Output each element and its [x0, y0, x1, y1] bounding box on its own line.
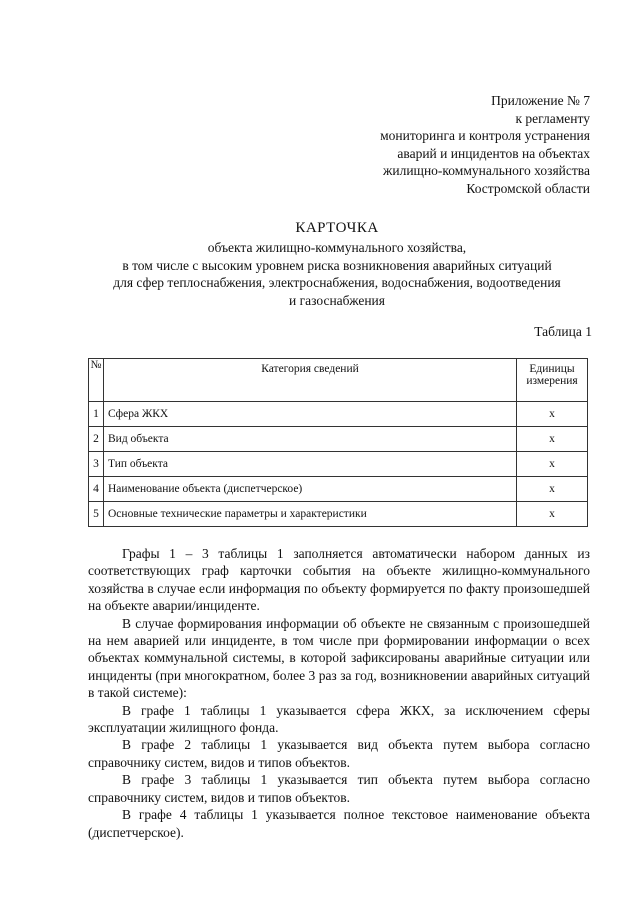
- row-unit: x: [517, 452, 588, 477]
- info-table: [88, 358, 588, 527]
- paragraph: В графе 4 таблицы 1 указывается полное текстовое наименование объекта (диспетчерское).: [88, 807, 590, 840]
- row-unit: x: [517, 402, 588, 427]
- header-unit-line1: Единицы: [529, 363, 575, 375]
- title-main: КАРТОЧКА: [295, 220, 379, 236]
- annex-line: мониторинга и контроля устранения: [380, 128, 590, 143]
- body-text: [88, 545, 590, 841]
- row-unit: x: [517, 502, 588, 527]
- annex-line: Приложение № 7: [491, 93, 590, 108]
- row-category: Сфера ЖКХ: [104, 402, 517, 427]
- header-unit-line2: измерения: [526, 375, 578, 387]
- table-header-row: [89, 359, 588, 402]
- table-row: [89, 477, 588, 502]
- row-category: Вид объекта: [104, 427, 517, 452]
- table-row: [89, 427, 588, 452]
- row-num: 3: [89, 452, 104, 477]
- row-num: 1: [89, 402, 104, 427]
- paragraph: Графы 1 – 3 таблицы 1 заполняется автоматически набором данных из соответствующих граф карточки события на объекте жилищно-коммунального хозяйства в случае если информация по объекту формируется по факту произошедшей на объекте аварии/инциденте.: [88, 546, 590, 614]
- document-title: [82, 220, 592, 309]
- title-sub-line: и газоснабжения: [288, 292, 385, 308]
- row-category: Наименование объекта (диспетчерское): [104, 477, 517, 502]
- table-label: Таблица 1: [534, 324, 592, 339]
- table-row: [89, 452, 588, 477]
- title-sub-line: для сфер теплоснабжения, электроснабжения, водоснабжения, водоотведения: [113, 275, 561, 290]
- annex-line: аварий и инцидентов на объектах: [397, 145, 590, 161]
- annex-line: жилищно-коммунального хозяйства: [383, 163, 590, 178]
- table-row: [89, 402, 588, 427]
- paragraph: В случае формирования информации об объекте не связанным с произошедшей на нем аварией или инциденте, в том числе при формировании информации о всех объектах коммунальной системы, в которой зафиксированы аварийные ситуации или инциденты (при многократном, более 3 раз за год, возникновении аварийных ситуаций в такой системе):: [88, 615, 590, 701]
- row-unit: x: [517, 477, 588, 502]
- row-category: Основные технические параметры и характеристики: [104, 502, 517, 527]
- row-category: Тип объекта: [104, 452, 517, 477]
- title-sub-line: в том числе с высоким уровнем риска возникновения аварийных ситуаций: [122, 257, 552, 273]
- paragraph: В графе 2 таблицы 1 указывается вид объекта путем выбора согласно справочнику систем, видов и типов объектов.: [88, 737, 590, 770]
- paragraph: В графе 3 таблицы 1 указывается тип объекта путем выбора согласно справочнику систем, видов и типов объектов.: [88, 772, 590, 805]
- header-unit: [517, 359, 588, 402]
- header-num: №: [89, 359, 104, 402]
- row-num: 5: [89, 502, 104, 527]
- annex-line: к регламенту: [515, 110, 590, 126]
- row-unit: x: [517, 427, 588, 452]
- row-num: 4: [89, 477, 104, 502]
- table-row: [89, 502, 588, 527]
- title-sub-line: объекта жилищно-коммунального хозяйства,: [207, 240, 467, 255]
- annex-header: [300, 92, 590, 197]
- row-num: 2: [89, 427, 104, 452]
- paragraph: В графе 1 таблицы 1 указывается сфера ЖКХ, за исключением сферы эксплуатации жилищного фонда.: [88, 702, 590, 736]
- header-category: Категория сведений: [104, 359, 517, 402]
- annex-line: Костромской области: [466, 180, 590, 196]
